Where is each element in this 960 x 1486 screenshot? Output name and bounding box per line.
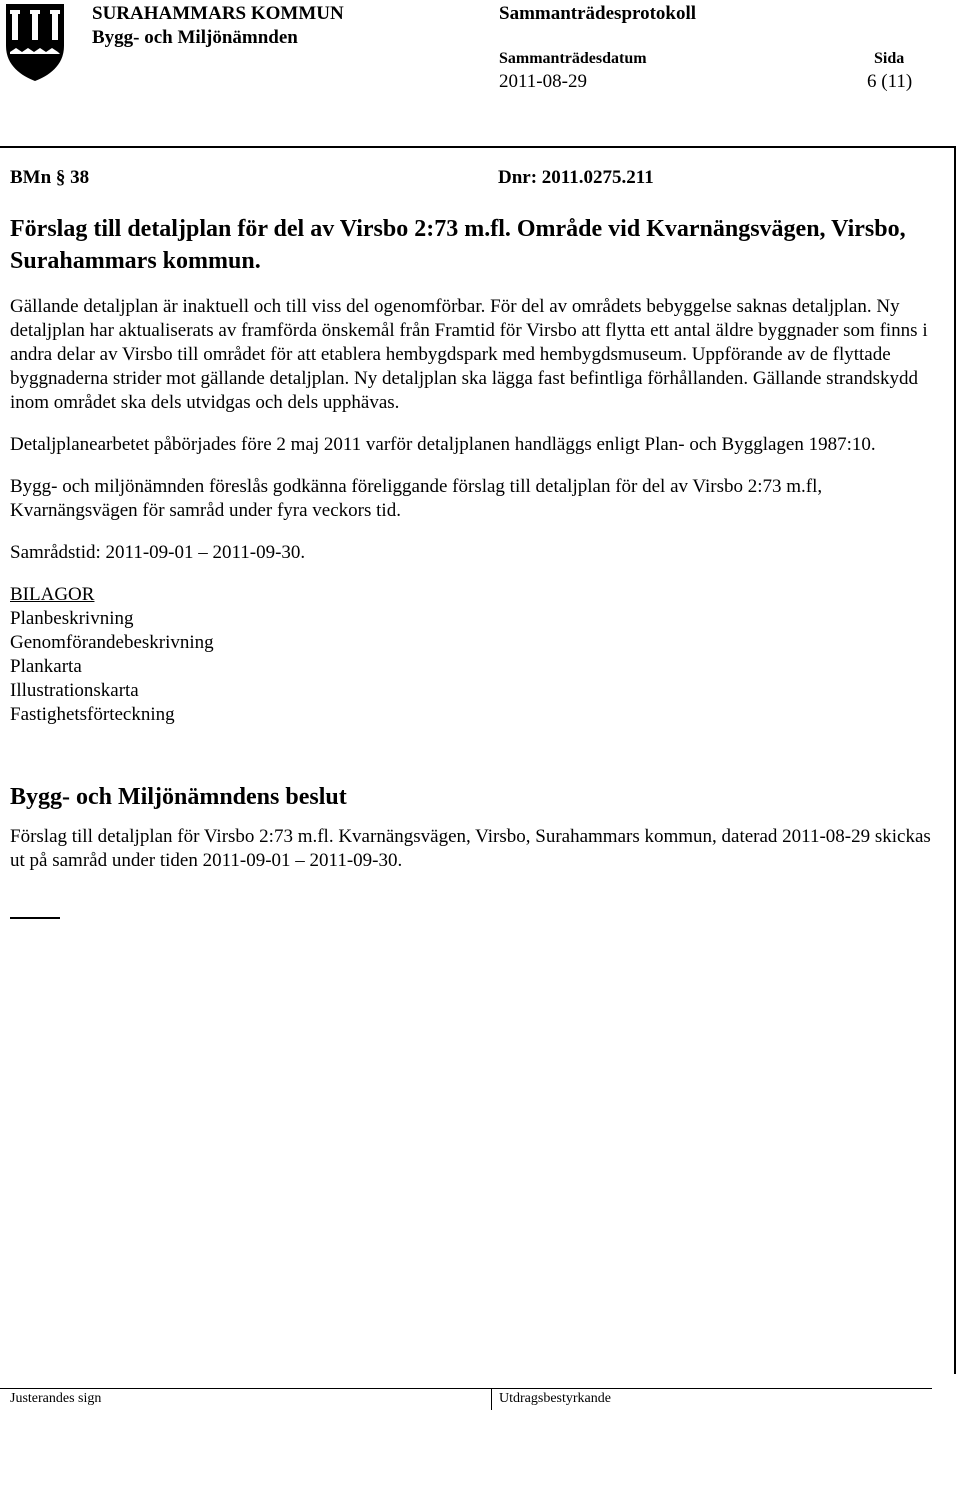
board-name: Bygg- och Miljönämnden <box>92 27 298 48</box>
paragraph-legislation: Detaljplanearbetet påbörjades före 2 maj 2011 varför detaljplanen handläggs enligt Plan- och Bygglagen 1987:10. <box>10 434 876 455</box>
attachment-item: Planbeskrivning <box>10 608 134 629</box>
footer-divider <box>0 1388 932 1389</box>
case-title: Förslag till detaljplan för del av Virsbo 2:73 m.fl. Område vid Kvarnängsvägen, Virsbo, Surahammars kommun. <box>10 216 906 274</box>
page-number: 6 (11) <box>867 71 913 92</box>
attachment-item: Illustrationskarta <box>10 680 139 701</box>
attachment-item: Fastighetsförteckning <box>10 704 175 725</box>
diary-number: Dnr: 2011.0275.211 <box>498 167 654 188</box>
end-rule <box>10 917 60 919</box>
extract-certification-label: Utdragsbestyrkande <box>499 1391 611 1406</box>
meeting-date: 2011-08-29 <box>499 71 587 92</box>
attachments-list <box>10 607 940 727</box>
attachment-item: Plankarta <box>10 656 82 677</box>
meeting-date-label: Sammanträdesdatum <box>499 50 647 67</box>
paragraph-background: Gällande detaljplan är inaktuell och till viss del ogenomförbar. För del av områdets bebyggelse saknas detaljplan. Ny detaljplan har aktualiserats av framförda önskemål från Framtid för Virsbo att flytta ett antal äldre byggnader som finns i andra delar av Virsbo till området för att etablera hembygdspark med hembygdsmuseum. Uppförande av de flyttade byggnaderna strider mot gällande detaljplan. Ny detaljplan ska lägga fast befintliga förhållanden. Gällande strandskydd inom området ska dels utvidgas och dels upphävas. <box>10 296 928 413</box>
attachments-heading: BILAGOR <box>10 584 95 605</box>
case-id: BMn § 38 <box>10 167 90 188</box>
protocol-section <box>10 167 940 919</box>
attachment-item: Genomförandebeskrivning <box>10 632 214 653</box>
decision-heading: Bygg- och Miljönämndens beslut <box>10 784 347 810</box>
municipal-coat-of-arms-logo <box>4 2 66 82</box>
page-label: Sida <box>874 50 905 67</box>
footer-separator <box>491 1388 492 1410</box>
document-type: Sammanträdesprotokoll <box>499 3 697 24</box>
paragraph-proposal: Bygg- och miljönämnden föreslås godkänna föreliggande förslag till detaljplan för del av Virsbo 2:73 m.fl, Kvarnängsvägen för samråd under fyra veckors tid. <box>10 476 823 521</box>
case-header <box>10 167 940 193</box>
adjuster-signature-label: Justerandes sign <box>10 1391 102 1406</box>
paragraph-consultation-period: Samrådstid: 2011-09-01 – 2011-09-30. <box>10 542 306 563</box>
organization-name: SURAHAMMARS KOMMUN <box>92 3 344 24</box>
decision-text: Förslag till detaljplan för Virsbo 2:73 m.fl. Kvarnängsvägen, Virsbo, Surahammars kommun, daterad 2011-08-29 skickas ut på samråd under tiden 2011-09-01 – 2011-09-30. <box>10 826 931 871</box>
